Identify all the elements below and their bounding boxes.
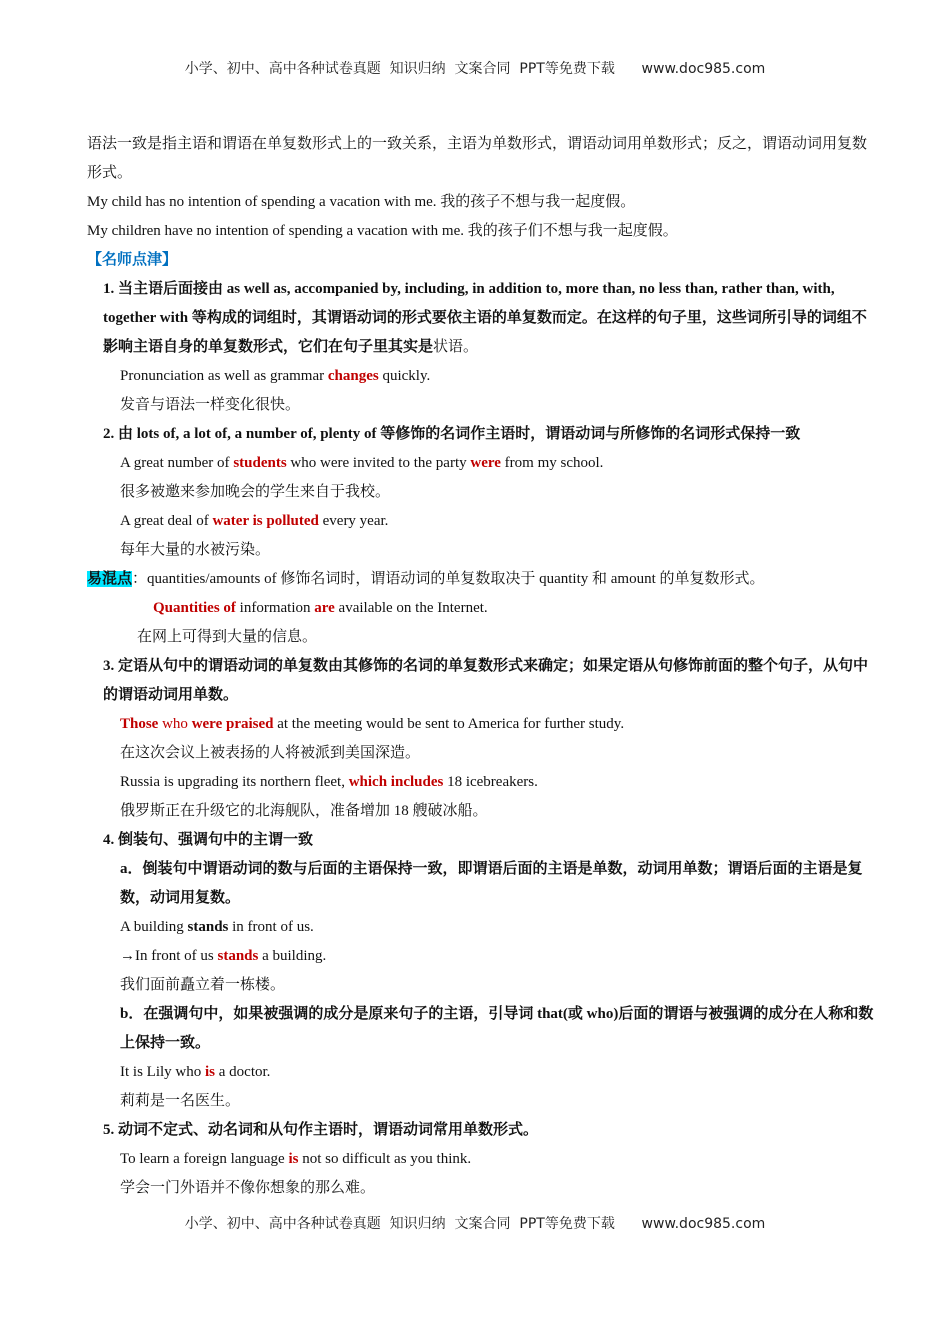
example-sentence: A great number of students who were invited to the party were from my school.	[120, 455, 604, 471]
translation: 在网上可得到大量的信息。	[137, 629, 318, 645]
example-sentence: Those who were praised at the meeting would be sent to America for further study.	[120, 716, 625, 732]
rule-4a-title: a．倒装句中谓语动词的数与后面的主语保持一致，即谓语后面的主语是单数，动词用单数；谓语后面的主语是复数，动词用复数。	[120, 861, 863, 906]
rule-1: 1. 当主语后面接由 as well as, accompanied by, including, in addition to, more than, no less than, rather than, with, together with 等构成的词组时，其谓语动词的形式要依主语的单复数而定。在这样的句子里，这些词所引导的词组不影响主语自身的单复数形式，它们在句子里其实是状语。	[103, 281, 867, 355]
example-sentence: My children have no intention of spending a vacation with me. 我的孩子们不想与我一起度假。	[87, 223, 678, 239]
definition-paragraph: 语法一致是指主语和谓语在单复数形式上的一致关系，主语为单数形式，谓语动词用单数形式；反之，谓语动词用复数形式。	[87, 136, 868, 181]
rule-4b-title: b．在强调句中，如果被强调的成分是原来句子的主语，引导词 that(或 who)后面的谓语与被强调的成分在人称和数上保持一致。	[120, 1006, 874, 1051]
confusion-label: 易混点	[87, 571, 133, 587]
page-header: 小学、初中、高中各种试卷真题 知识归纳 文案合同 PPT等免费下载 www.doc985.com	[184, 61, 766, 77]
translation: 每年大量的水被污染。	[120, 542, 271, 558]
rule-5-title: 5. 动词不定式、动名词和从句作主语时，谓语动词常用单数形式。	[103, 1122, 539, 1138]
translation: 很多被邀来参加晚会的学生来自于我校。	[120, 484, 391, 500]
example-sentence: Quantities of information are available on the Internet.	[153, 600, 488, 616]
confusion-note: 易混点：quantities/amounts of 修饰名词时，谓语动词的单复数取决于 quantity 和 amount 的单复数形式。	[87, 571, 765, 587]
rule-4-title: 4. 倒装句、强调句中的主谓一致	[103, 832, 314, 848]
example-sentence: It is Lily who is a doctor.	[120, 1064, 271, 1080]
rule-3-title: 3. 定语从句中的谓语动词的单复数由其修饰的名词的单复数形式来确定；如果定语从句修饰前面的整个句子，从句中的谓语动词用单数。	[103, 658, 869, 703]
translation: 学会一门外语并不像你想象的那么难。	[120, 1180, 376, 1196]
rule-2-title: 2. 由 lots of, a lot of, a number of, plenty of 等修饰的名词作主语时，谓语动词与所修饰的名词形式保持一致	[103, 426, 801, 442]
translation: 莉莉是一名医生。	[120, 1093, 241, 1109]
example-sentence: Russia is upgrading its northern fleet, which includes 18 icebreakers.	[120, 774, 538, 790]
example-sentence: A great deal of water is polluted every year.	[120, 513, 389, 529]
translation: 发音与语法一样变化很快。	[120, 397, 301, 413]
translation: 我们面前矗立着一栋楼。	[120, 977, 286, 993]
translation: 俄罗斯正在升级它的北海舰队，准备增加 18 艘破冰船。	[120, 803, 488, 819]
tips-heading: 【名师点津】	[87, 252, 178, 268]
example-sentence: To learn a foreign language is not so difficult as you think.	[120, 1151, 472, 1167]
example-sentence: A building stands in front of us.	[120, 919, 314, 935]
document-body	[87, 130, 877, 1203]
example-sentence: My child has no intention of spending a vacation with me. 我的孩子不想与我一起度假。	[87, 194, 636, 210]
page-footer: 小学、初中、高中各种试卷真题 知识归纳 文案合同 PPT等免费下载 www.doc985.com	[184, 1216, 766, 1232]
example-sentence: →In front of us stands a building.	[120, 948, 327, 964]
example-sentence: Pronunciation as well as grammar changes quickly.	[120, 368, 431, 384]
translation: 在这次会议上被表扬的人将被派到美国深造。	[120, 745, 421, 761]
